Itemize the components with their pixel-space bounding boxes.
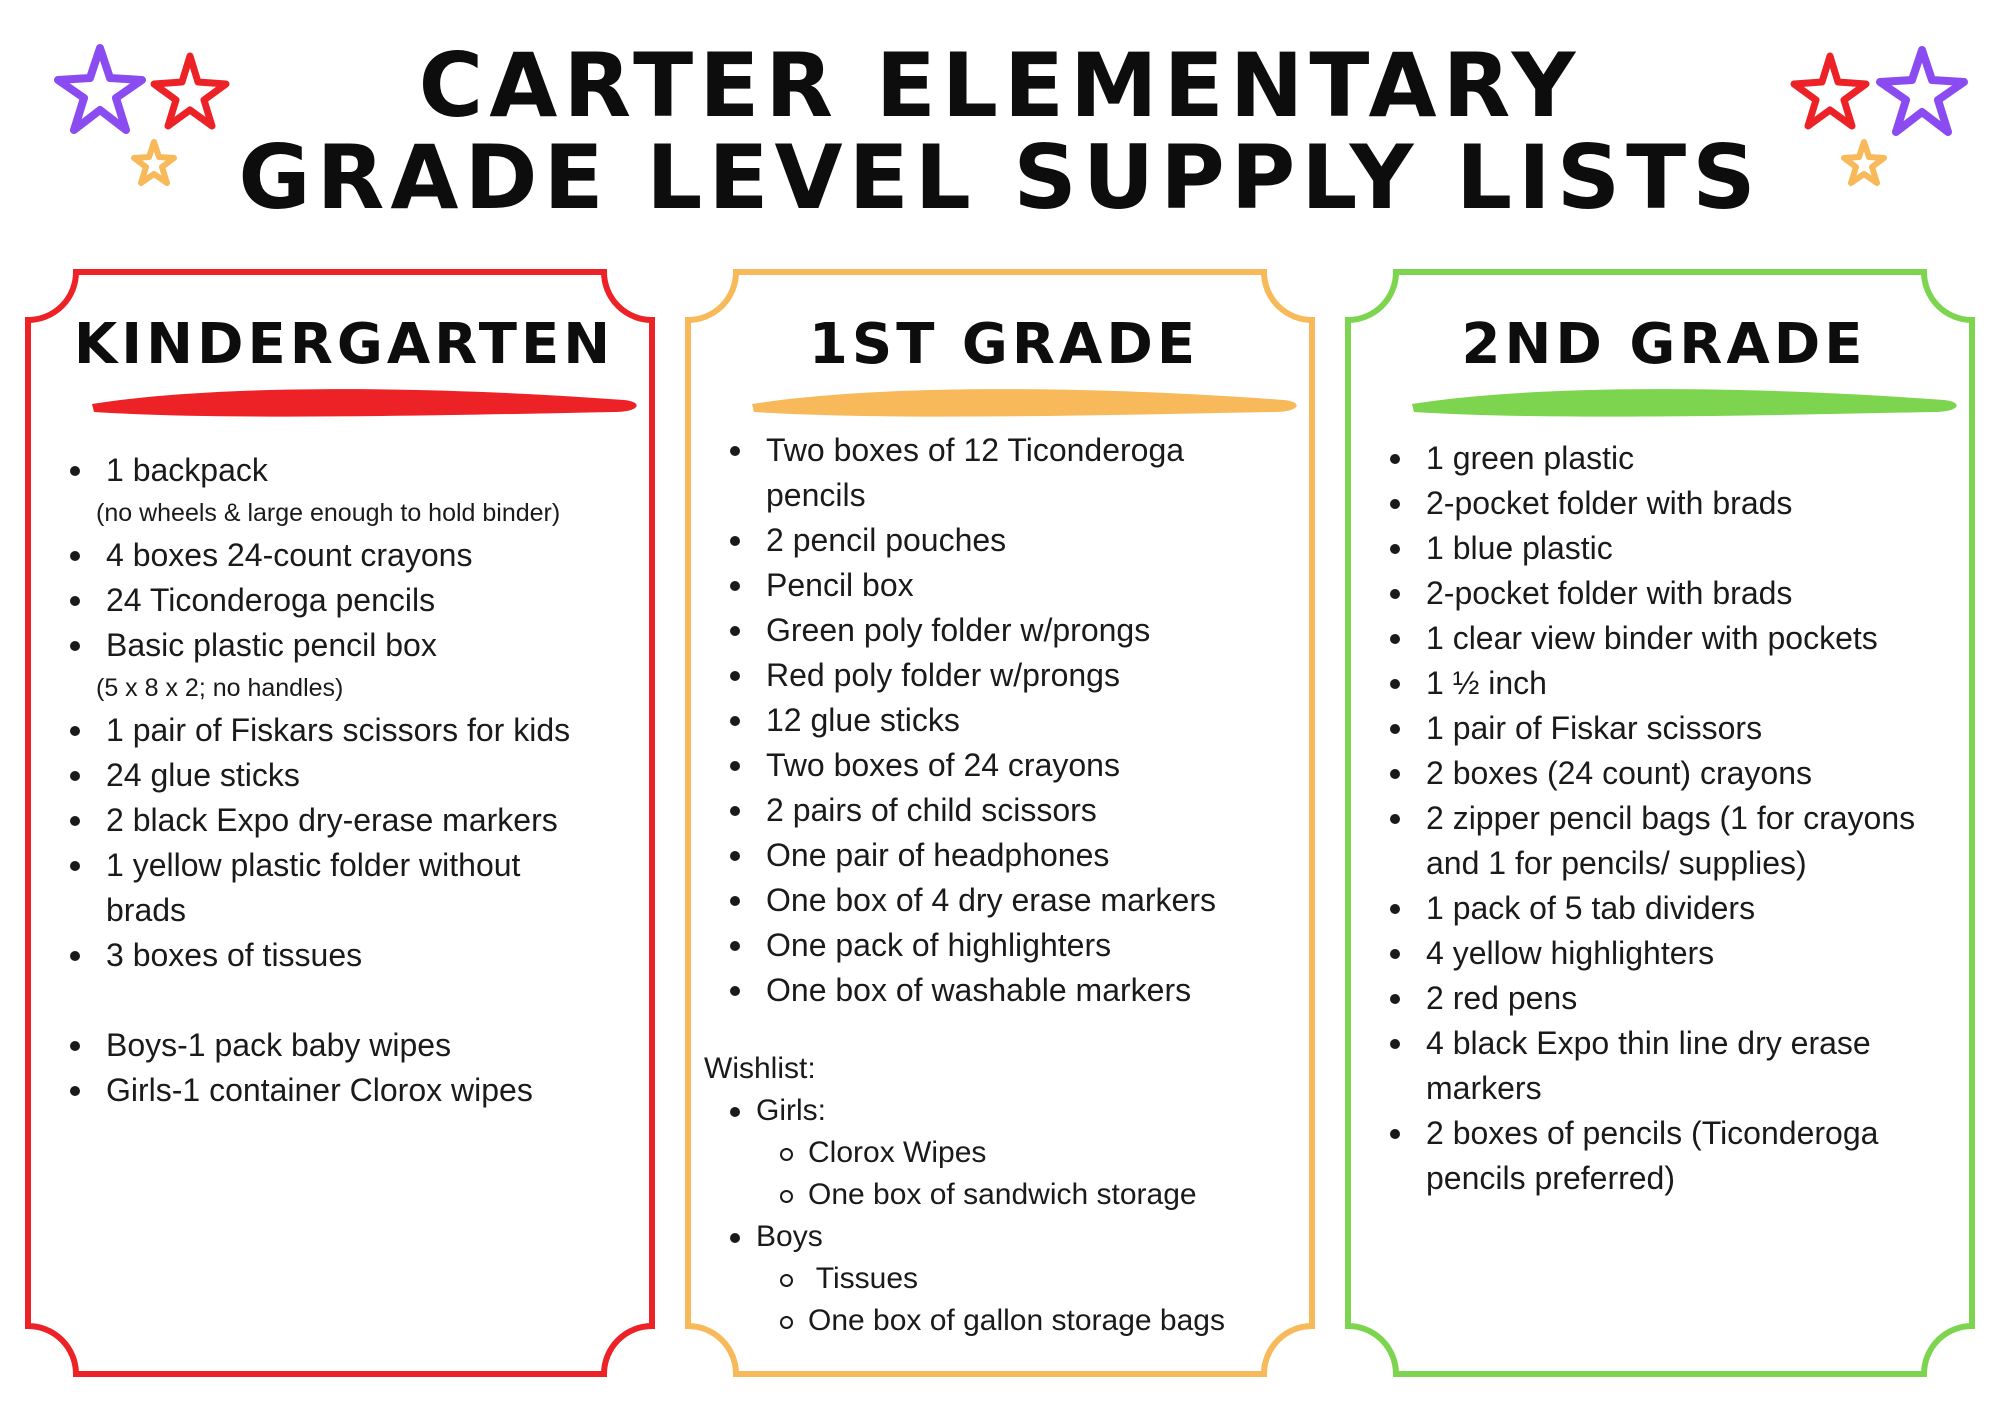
list-item: Basic plastic pencil box (5 x 8 x 2; no handles): [64, 623, 644, 708]
list-item: 2-pocket folder with brads: [1384, 481, 1964, 526]
list-item: 1 pair of Fiskar scissors: [1384, 706, 1964, 751]
list-item: 1 green plastic: [1384, 436, 1964, 481]
list-item: 1 backpack (no wheels & large enough to hold binder): [64, 448, 644, 533]
page-title-line-1: CARTER ELEMENTARY: [418, 34, 1582, 137]
wishlist-label: Wishlist:: [704, 1052, 816, 1085]
stars-right-decoration: [1780, 40, 1970, 200]
list-item: 3 boxes of tissues: [64, 933, 644, 978]
list-item: 2 boxes (24 count) crayons: [1384, 751, 1964, 796]
stars-left-decoration: [50, 40, 240, 200]
kindergarten-card: [24, 268, 664, 1378]
wishlist-group-boys: Boys: [704, 1216, 1304, 1258]
list-item: 1 yellow plastic folder without brads: [64, 843, 606, 933]
orange-brush-stroke: [744, 382, 1304, 422]
first-grade-title: 1ST GRADE: [808, 312, 1200, 377]
list-item: One box of 4 dry erase markers: [724, 878, 1304, 923]
list-item: 12 glue sticks: [724, 698, 1304, 743]
list-item: 2-pocket folder with brads: [1384, 571, 1964, 616]
list-item: 2 red pens: [1384, 976, 1964, 1021]
list-item: 24 Ticonderoga pencils: [64, 578, 644, 623]
purple-star-icon: [1880, 50, 1964, 132]
list-item: 2 zipper pencil bags (1 for crayons and 1 for pencils/ supplies): [1384, 796, 1964, 886]
first-grade-card: [684, 268, 1324, 1378]
list-item: 1 ½ inch: [1384, 661, 1964, 706]
list-item: One box of washable markers: [724, 968, 1304, 1013]
first-grade-list: [724, 428, 1304, 1013]
wishlist-subitem: Tissues: [704, 1258, 1304, 1300]
list-item: One pack of highlighters: [724, 923, 1304, 968]
list-item: Girls-1 container Clorox wipes: [64, 1068, 644, 1113]
list-item: Red poly folder w/prongs: [724, 653, 1304, 698]
list-item: 24 glue sticks: [64, 753, 644, 798]
wishlist-subitem: One box of sandwich storage: [704, 1174, 1304, 1216]
wishlist-subitem: Clorox Wipes: [704, 1132, 1304, 1174]
red-star-icon: [154, 56, 226, 126]
purple-star-icon: [58, 48, 142, 130]
list-item: Boys-1 pack baby wipes: [64, 1023, 644, 1068]
list-item: 2 pairs of child scissors: [724, 788, 1304, 833]
green-brush-stroke: [1404, 382, 1964, 422]
list-item: 2 pencil pouches: [724, 518, 1304, 563]
list-item: Green poly folder w/prongs: [724, 608, 1304, 653]
kindergarten-title: KINDERGARTEN: [73, 312, 615, 377]
red-star-icon: [1794, 56, 1866, 126]
item-note: (no wheels & large enough to hold binder): [96, 499, 561, 527]
list-item: 1 clear view binder with pockets: [1384, 616, 1964, 661]
second-grade-card: [1344, 268, 1984, 1378]
kindergarten-list: [64, 448, 644, 1113]
wishlist-subitem: One box of gallon storage bags: [704, 1300, 1304, 1342]
page-title-line-2: GRADE LEVEL SUPPLY LISTS: [238, 126, 1762, 229]
list-item: 1 pair of Fiskars scissors for kids: [64, 708, 644, 753]
list-item: 4 boxes 24-count crayons: [64, 533, 644, 578]
list-item: 4 yellow highlighters: [1384, 931, 1964, 976]
orange-star-icon: [1844, 142, 1884, 183]
orange-star-icon: [134, 142, 174, 183]
wishlist: [704, 1048, 1304, 1342]
list-item: Pencil box: [724, 563, 1304, 608]
list-spacer: [64, 978, 644, 1023]
list-item: 1 pack of 5 tab dividers: [1384, 886, 1964, 931]
list-item: Two boxes of 12 Ticonderoga pencils: [724, 428, 1246, 518]
list-item: 1 blue plastic: [1384, 526, 1964, 571]
second-grade-list: [1384, 436, 1964, 1201]
second-grade-title: 2ND GRADE: [1461, 312, 1867, 377]
list-item: 4 black Expo thin line dry erase markers: [1384, 1021, 1946, 1111]
list-item: One pair of headphones: [724, 833, 1304, 878]
list-item: 2 black Expo dry-erase markers: [64, 798, 644, 843]
list-item: Two boxes of 24 crayons: [724, 743, 1304, 788]
list-item: 2 boxes of pencils (Ticonderoga pencils preferred): [1384, 1111, 1946, 1201]
item-note: (5 x 8 x 2; no handles): [96, 674, 344, 702]
wishlist-group-girls: Girls:: [704, 1090, 1304, 1132]
red-brush-stroke: [84, 382, 644, 422]
